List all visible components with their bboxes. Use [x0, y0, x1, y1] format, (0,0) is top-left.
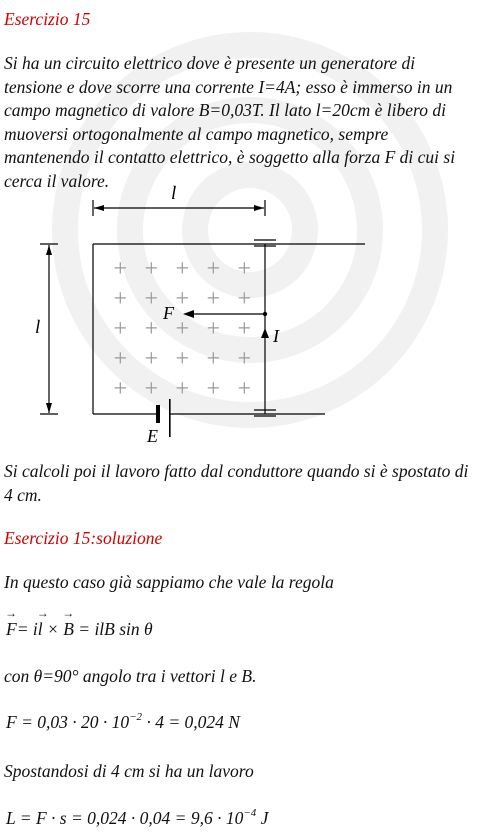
field-plus-sign: + — [112, 376, 129, 402]
exercise-title: Esercizio 15 — [4, 9, 91, 29]
field-plus-sign: + — [236, 286, 253, 312]
vector-B: → B — [63, 619, 74, 640]
field-plus-sign: + — [205, 346, 222, 372]
circuit-diagram — [0, 185, 480, 450]
field-plus-sign: + — [112, 346, 129, 372]
label-current: I — [273, 326, 279, 346]
field-plus-sign: + — [174, 256, 191, 282]
label-l-top: l — [171, 185, 177, 204]
label-force: F — [163, 303, 174, 323]
field-plus-sign: + — [205, 256, 222, 282]
field-plus-sign: + — [205, 286, 222, 312]
vector-l: → l — [38, 619, 43, 640]
solution-intro: In questo caso già sappiamo che vale la regola — [4, 572, 334, 592]
field-plus-sign: + — [174, 316, 191, 342]
label-l-left: l — [35, 317, 41, 338]
field-plus-sign: + — [143, 346, 160, 372]
field-plus-sign: + — [112, 286, 129, 312]
field-plus-sign: + — [236, 376, 253, 402]
contact-point — [263, 312, 267, 316]
field-plus-sign: + — [143, 256, 160, 282]
field-plus-sign: + — [174, 376, 191, 402]
field-plus-sign: + — [143, 286, 160, 312]
rule-formula: → F= i→ l × → B = ilB sin θ — [6, 619, 153, 640]
field-plus-sign: + — [205, 316, 222, 342]
work-formula: $L = F \cdot s = 0,024 \cdot 0,04 = 9,6 \cdot 10^{-4}$ J — [6, 807, 269, 828]
magnetic-field — [112, 256, 252, 402]
exercise-question: Si calcoli poi il lavoro fatto dal conduttore quando si è spostato di 4 cm. — [4, 461, 469, 505]
field-plus-sign: + — [205, 376, 222, 402]
field-plus-sign: + — [112, 316, 129, 342]
field-plus-sign: + — [236, 256, 253, 282]
exercise-text: Si ha un circuito elettrico dove è presente un generatore di tensione e dove scorre una corrente I=4A; esso è immerso in un campo magnetico di valore B=0,03T. Il lato l=20cm è libero di muoversi ortogonalmente al campo magnetico, sempre mantenendo il contatto elettrico, è soggetto alla forza F di cui si cerca il valore. — [4, 53, 456, 191]
generator-short-plate — [156, 405, 160, 423]
angle-note: con θ=90° angolo tra i vettori l e B. — [4, 666, 257, 686]
vector-F: → F — [6, 619, 17, 640]
dim-arrow-up — [46, 245, 52, 255]
field-plus-sign: + — [112, 256, 129, 282]
field-plus-sign: + — [236, 346, 253, 372]
work-intro: Spostandosi di 4 cm si ha un lavoro — [4, 761, 254, 781]
field-plus-sign: + — [174, 346, 191, 372]
force-formula: $F = 0,03 \cdot 20 \cdot 10^{-2} \cdot 4 = 0,024$ N — [6, 711, 240, 732]
label-generator: E — [147, 426, 158, 446]
generator-long-plate — [169, 399, 171, 437]
dim-arrow-right — [254, 205, 264, 211]
field-plus-sign: + — [143, 316, 160, 342]
field-plus-sign: + — [143, 376, 160, 402]
current-arrow-head — [261, 328, 269, 338]
field-plus-sign: + — [174, 286, 191, 312]
dim-arrow-left — [94, 205, 104, 211]
solution-title: Esercizio 15:soluzione — [4, 528, 163, 548]
dim-arrow-down — [46, 403, 52, 413]
field-plus-sign: + — [236, 316, 253, 342]
